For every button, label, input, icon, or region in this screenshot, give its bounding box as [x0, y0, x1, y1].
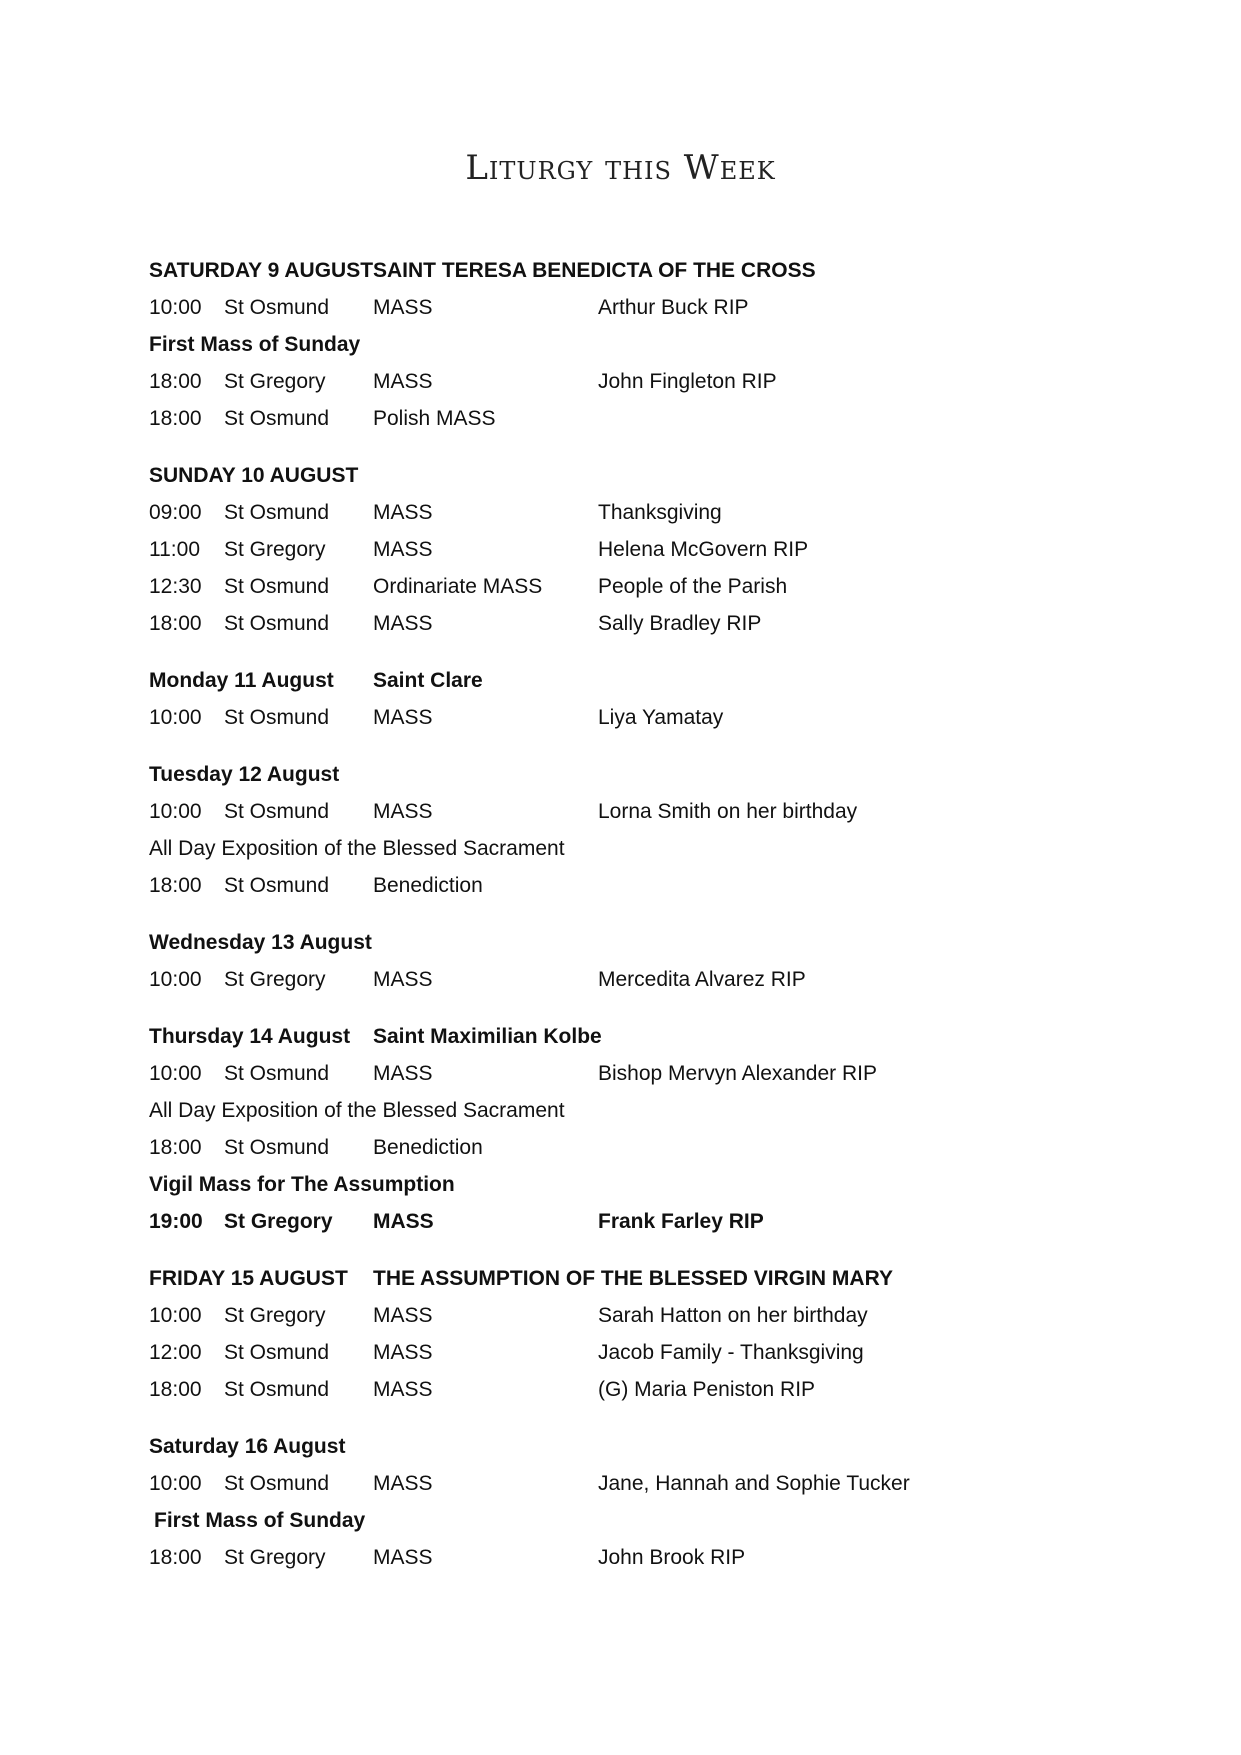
church-name: St Osmund — [224, 406, 330, 430]
church-name: St Gregory — [224, 1303, 326, 1327]
church-name: St Gregory — [224, 967, 326, 991]
mass-time: 18:00 — [149, 406, 202, 430]
mass-time: 12:00 — [149, 1340, 202, 1364]
church-name: St Osmund — [224, 1340, 330, 1364]
service-type: MASS — [373, 1061, 433, 1085]
church-name: St Osmund — [224, 1135, 330, 1159]
mass-time: 10:00 — [149, 1303, 202, 1327]
mass-entry — [149, 1371, 1149, 1408]
service-type: MASS — [373, 1377, 433, 1401]
page-title: Liturgy this Week — [465, 148, 776, 188]
service-type: MASS — [373, 295, 433, 319]
mass-time: 11:00 — [149, 537, 200, 561]
service-type: MASS — [373, 369, 433, 393]
mass-time: 18:00 — [149, 1135, 202, 1159]
feast-name: THE ASSUMPTION OF THE BLESSED VIRGIN MARY — [373, 1266, 893, 1290]
mass-intention: People of the Parish — [598, 574, 788, 598]
mass-entry — [149, 1129, 1149, 1166]
mass-entry — [149, 1334, 1149, 1371]
mass-intention: Sarah Hatton on her birthday — [598, 1303, 868, 1327]
section-note — [149, 1166, 1149, 1203]
mass-time: 10:00 — [149, 1061, 202, 1085]
info-text: All Day Exposition of the Blessed Sacrament — [149, 1098, 565, 1122]
church-name: St Gregory — [224, 369, 326, 393]
church-name: St Osmund — [224, 295, 330, 319]
mass-entry — [149, 531, 1149, 568]
day-heading — [149, 756, 1149, 793]
day-heading — [149, 662, 1149, 699]
service-type: MASS — [373, 1340, 433, 1364]
church-name: St Osmund — [224, 1061, 330, 1085]
mass-time: 18:00 — [149, 369, 202, 393]
church-name: St Osmund — [224, 611, 330, 635]
church-name: St Gregory — [224, 1545, 326, 1569]
day-heading — [149, 1260, 1149, 1297]
info-text: All Day Exposition of the Blessed Sacrament — [149, 836, 565, 860]
section-note — [149, 1502, 1149, 1539]
mass-entry — [149, 1055, 1149, 1092]
church-name: St Osmund — [224, 873, 330, 897]
mass-intention: Mercedita Alvarez RIP — [598, 967, 806, 991]
mass-intention: Liya Yamatay — [598, 705, 724, 729]
mass-time: 10:00 — [149, 705, 202, 729]
mass-intention: Frank Farley RIP — [598, 1209, 764, 1233]
info-line — [149, 830, 1149, 867]
mass-intention: (G) Maria Peniston RIP — [598, 1377, 816, 1401]
service-type: Benediction — [373, 873, 483, 897]
mass-intention: Jane, Hannah and Sophie Tucker — [598, 1471, 910, 1495]
mass-intention: John Fingleton RIP — [598, 369, 777, 393]
mass-entry — [149, 363, 1149, 400]
mass-entry — [149, 605, 1149, 642]
mass-entry — [149, 867, 1149, 904]
mass-time: 12:30 — [149, 574, 202, 598]
mass-entry — [149, 699, 1149, 736]
feast-name: Saint Maximilian Kolbe — [373, 1024, 602, 1048]
church-name: St Osmund — [224, 500, 330, 524]
mass-time: 10:00 — [149, 295, 202, 319]
section-note — [149, 326, 1149, 363]
service-type: MASS — [373, 967, 433, 991]
mass-intention: Jacob Family - Thanksgiving — [598, 1340, 864, 1364]
service-type: MASS — [373, 1471, 433, 1495]
mass-entry — [149, 1203, 1149, 1240]
mass-time: 18:00 — [149, 1545, 202, 1569]
service-type: Ordinariate MASS — [373, 574, 543, 598]
day-heading — [149, 252, 1149, 289]
service-type: MASS — [373, 705, 433, 729]
note-text: First Mass of Sunday — [154, 1508, 366, 1532]
mass-intention: Thanksgiving — [598, 500, 722, 524]
service-type: MASS — [373, 611, 433, 635]
service-type: MASS — [373, 799, 433, 823]
service-type: Benediction — [373, 1135, 483, 1159]
mass-time: 18:00 — [149, 611, 202, 635]
mass-intention: Sally Bradley RIP — [598, 611, 762, 635]
day-name: Monday 11 August — [149, 668, 334, 692]
day-name: Thursday 14 August — [149, 1024, 351, 1048]
mass-time: 10:00 — [149, 799, 202, 823]
church-name: St Osmund — [224, 1377, 330, 1401]
church-name: St Osmund — [224, 1471, 330, 1495]
service-type: Polish MASS — [373, 406, 496, 430]
info-line — [149, 1092, 1149, 1129]
liturgy-schedule — [149, 252, 1149, 1576]
mass-entry — [149, 494, 1149, 531]
day-name: SATURDAY 9 AUGUST — [149, 258, 374, 282]
day-name: FRIDAY 15 AUGUST — [149, 1266, 348, 1290]
service-type: MASS — [373, 537, 433, 561]
mass-entry — [149, 961, 1149, 998]
day-heading — [149, 1018, 1149, 1055]
mass-time: 18:00 — [149, 873, 202, 897]
note-text: Vigil Mass for The Assumption — [149, 1172, 455, 1196]
mass-entry — [149, 568, 1149, 605]
mass-entry — [149, 793, 1149, 830]
mass-entry — [149, 1539, 1149, 1576]
mass-intention: Bishop Mervyn Alexander RIP — [598, 1061, 877, 1085]
day-name: SUNDAY 10 AUGUST — [149, 463, 359, 487]
church-name: St Osmund — [224, 705, 330, 729]
mass-intention: Helena McGovern RIP — [598, 537, 809, 561]
day-name: Saturday 16 August — [149, 1434, 346, 1458]
mass-entry — [149, 400, 1149, 437]
mass-intention: John Brook RIP — [598, 1545, 746, 1569]
service-type: MASS — [373, 1209, 434, 1233]
day-heading — [149, 924, 1149, 961]
mass-time: 09:00 — [149, 500, 202, 524]
mass-time: 10:00 — [149, 1471, 202, 1495]
church-name: St Osmund — [224, 799, 330, 823]
mass-time: 10:00 — [149, 967, 202, 991]
day-name: Wednesday 13 August — [149, 930, 372, 954]
church-name: St Gregory — [224, 1209, 333, 1233]
note-text: First Mass of Sunday — [149, 332, 361, 356]
service-type: MASS — [373, 1303, 433, 1327]
mass-intention: Lorna Smith on her birthday — [598, 799, 858, 823]
church-name: St Osmund — [224, 574, 330, 598]
mass-entry — [149, 289, 1149, 326]
day-name: Tuesday 12 August — [149, 762, 340, 786]
service-type: MASS — [373, 1545, 433, 1569]
church-name: St Gregory — [224, 537, 326, 561]
service-type: MASS — [373, 500, 433, 524]
mass-time: 19:00 — [149, 1209, 203, 1233]
day-heading — [149, 457, 1149, 494]
mass-intention: Arthur Buck RIP — [598, 295, 749, 319]
mass-entry — [149, 1297, 1149, 1334]
mass-time: 18:00 — [149, 1377, 202, 1401]
feast-name: SAINT TERESA BENEDICTA OF THE CROSS — [373, 258, 816, 282]
day-heading — [149, 1428, 1149, 1465]
feast-name: Saint Clare — [373, 668, 483, 692]
mass-entry — [149, 1465, 1149, 1502]
